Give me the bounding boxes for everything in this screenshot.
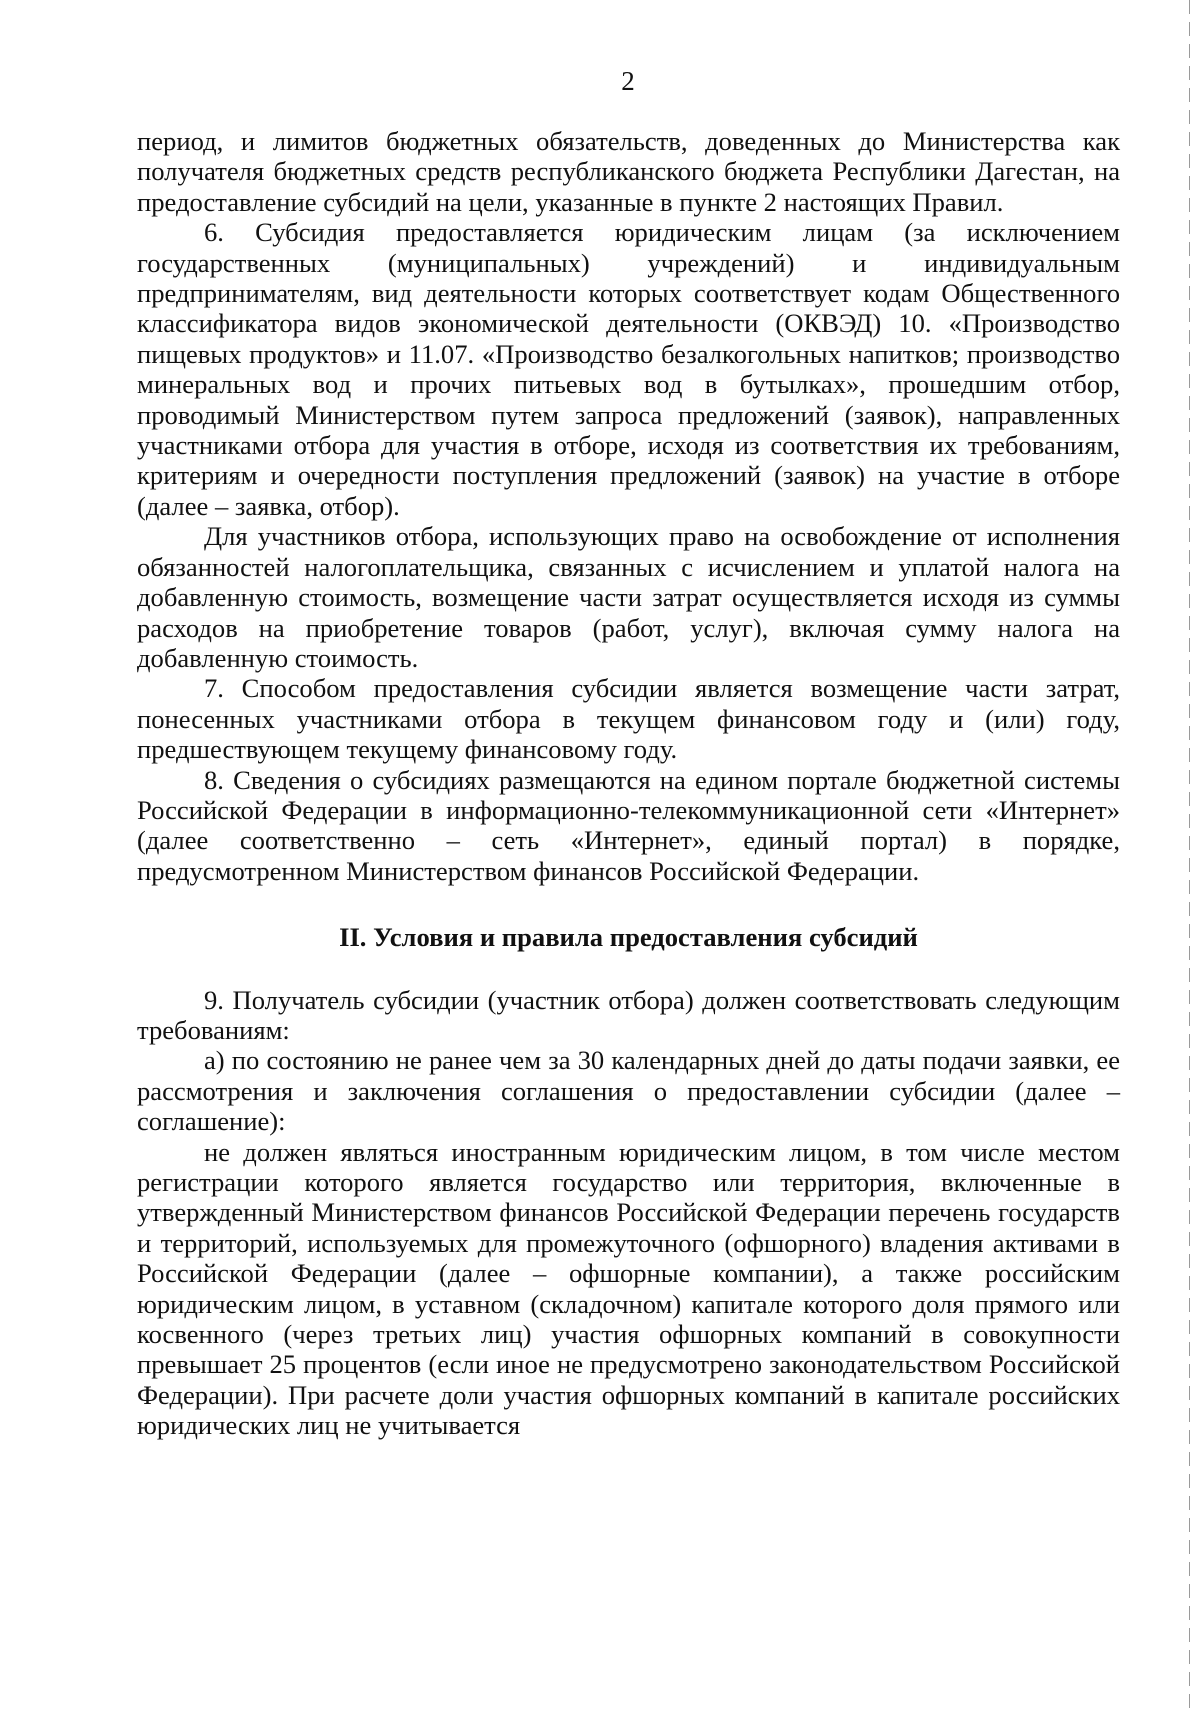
section-heading: II. Условия и правила предоставления субсидий [339,922,918,953]
paragraph-continuation: период, и лимитов бюджетных обязательств, доведенных до Министерства как получателя бюджетных средств республиканского бюджета Республики Дагестан, на предоставление субсидий на цели, указанные в пункте 2 настоящих Правил. [137,126,1120,217]
document-body [137,126,1120,1441]
paragraph-item-9a: а) по состоянию не ранее чем за 30 календарных дней до даты подачи заявки, ее рассмотрения и заключения соглашения о предоставлении субсидии (далее – соглашение): [137,1045,1120,1137]
paragraph-item-7: 7. Способом предоставления субсидии является возмещение части затрат, понесенных участниками отбора в текущем финансовом году и (или) году, предшествующем текущему финансовому году. [137,673,1120,765]
paragraph-item-8: 8. Сведения о субсидиях размещаются на едином портале бюджетной системы Российской Федерации в информационно-телекоммуникационной сети «Интернет» (далее соответственно – сеть «Интернет», единый портал) в порядке, предусмотренном Министерством финансов Российской Федерации. [137,764,1120,886]
paragraph-item-6: 6. Субсидия предоставляется юридическим лицам (за исключением государственных (муниципальных) учреждений) и индивидуальным предпринимателям, вид деятельности которых соответствует кодам Общественного классификатора видов экономической деятельности (ОКВЭД) 10. «Производство пищевых продуктов» и 11.07. «Производство безалкогольных напитков; производство минеральных вод и прочих питьевых вод в бутылках», прошедшим отбор, проводимый Министерством путем запроса предложений (заявок), направленных участниками отбора для участия в отборе, исходя из соответствия их требованиям, критериям и очередности поступления предложений (заявок) на участие в отборе (далее – заявка, отбор). [137,217,1120,521]
page-number: 2 [621,66,635,96]
paragraph-vat-exemption: Для участников отбора, использующих право на освобождение от исполнения обязанностей налогоплательщика, связанных с исчислением и уплатой налога на добавленную стоимость, возмещение части затрат осуществляется исходя из суммы расходов на приобретение товаров (работ, услуг), включая сумму налога на добавленную стоимость. [137,521,1120,673]
paragraph-offshore-requirement: не должен являться иностранным юридическим лицом, в том числе местом регистрации которого является государство или территория, включенные в утвержденный Министерством финансов Российской Федерации перечень государств и территорий, используемых для промежуточного (офшорного) владения активами в Российской Федерации (далее – офшорные компании), а также российским юридическим лицом, в уставном (складочном) капитале которого доля прямого или косвенного (через третьих лиц) участия офшорных компаний в совокупности превышает 25 процентов (если иное не предусмотрено законодательством Российской Федерации). При расчете доли участия офшорных компаний в капитале российских юридических лиц не учитывается [137,1136,1120,1441]
paragraph-item-9: 9. Получатель субсидии (участник отбора) должен соответствовать следующим требованиям: [137,984,1120,1045]
scan-edge-line [1189,0,1190,1709]
